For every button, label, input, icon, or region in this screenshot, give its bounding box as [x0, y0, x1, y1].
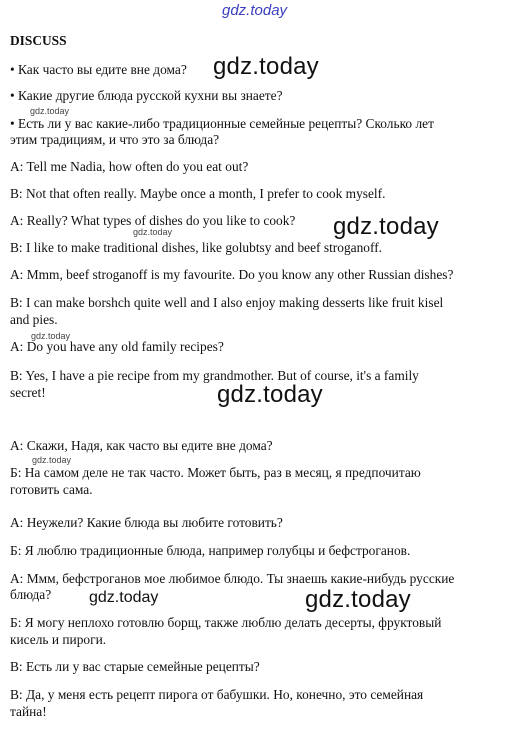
- bullet-question-2: • Какие другие блюда русской кухни вы знаете?: [10, 88, 283, 103]
- dialogue-en-line: A: Do you have any old family recipes?: [10, 339, 224, 354]
- dialogue-en-line: B: I like to make traditional dishes, like golubtsy and beef stroganoff.: [10, 240, 383, 255]
- watermark: gdz.today: [213, 53, 319, 80]
- dialogue-ru-line: Б: Я могу неплохо готовлю борщ, также люблю делать десерты, фруктовый: [10, 615, 442, 630]
- dialogue-ru-line: Б: Я люблю традиционные блюда, например голубцы и бефстроганов.: [10, 543, 411, 558]
- dialogue-ru-line: блюда?: [10, 587, 52, 602]
- dialogue-en-line: A: Mmm, beef stroganoff is my favourite. Do you know any other Russian dishes?: [10, 267, 454, 282]
- watermark: gdz.today: [30, 106, 70, 116]
- dialogue-ru-line: готовить сама.: [10, 482, 93, 497]
- watermark-top: gdz.today: [222, 2, 288, 19]
- dialogue-en-line: and pies.: [10, 312, 58, 327]
- dialogue-en-line: B: Not that often really. Maybe once a month, I prefer to cook myself.: [10, 186, 386, 201]
- dialogue-ru-line: А: Скажи, Надя, как часто вы едите вне дома?: [10, 438, 273, 453]
- dialogue-en-line: B: I can make borshch quite well and I also enjoy making desserts like fruit kisel: [10, 295, 444, 310]
- bullet-question-1: • Как часто вы едите вне дома?: [10, 62, 187, 77]
- bullet-question-3-cont: этим традициям, и что это за блюда?: [10, 132, 220, 147]
- section-heading: DISCUSS: [10, 33, 67, 48]
- dialogue-en-line: B: Yes, I have a pie recipe from my grandmother. But of course, it's a family: [10, 368, 419, 383]
- watermark: gdz.today: [333, 213, 439, 240]
- dialogue-ru-line: А: Неужели? Какие блюда вы любите готовить?: [10, 515, 283, 530]
- dialogue-en-line: A: Tell me Nadia, how often do you eat out?: [10, 159, 249, 174]
- dialogue-ru-line: В: Есть ли у вас старые семейные рецепты?: [10, 659, 260, 674]
- dialogue-ru-line: Б: На самом деле не так часто. Может быть, раз в месяц, я предпочитаю: [10, 465, 421, 480]
- bullet-question-3: • Есть ли у вас какие-либо традиционные семейные рецепты? Сколько лет: [10, 116, 434, 131]
- watermark: gdz.today: [217, 381, 323, 408]
- dialogue-ru-line: А: Ммм, бефстроганов мое любимое блюдо. Ты знаешь какие-нибудь русские: [10, 571, 455, 586]
- watermark: gdz.today: [133, 227, 173, 237]
- watermark: gdz.today: [89, 589, 159, 606]
- dialogue-en-line: A: Really? What types of dishes do you like to cook?: [10, 213, 296, 228]
- dialogue-ru-line: В: Да, у меня есть рецепт пирога от бабушки. Но, конечно, это семейная: [10, 687, 424, 702]
- dialogue-en-line: secret!: [10, 385, 46, 400]
- watermark: gdz.today: [31, 331, 71, 341]
- dialogue-ru-line: тайна!: [10, 704, 47, 719]
- dialogue-ru-line: кисель и пироги.: [10, 632, 107, 647]
- watermark: gdz.today: [32, 455, 72, 465]
- watermark: gdz.today: [305, 586, 411, 613]
